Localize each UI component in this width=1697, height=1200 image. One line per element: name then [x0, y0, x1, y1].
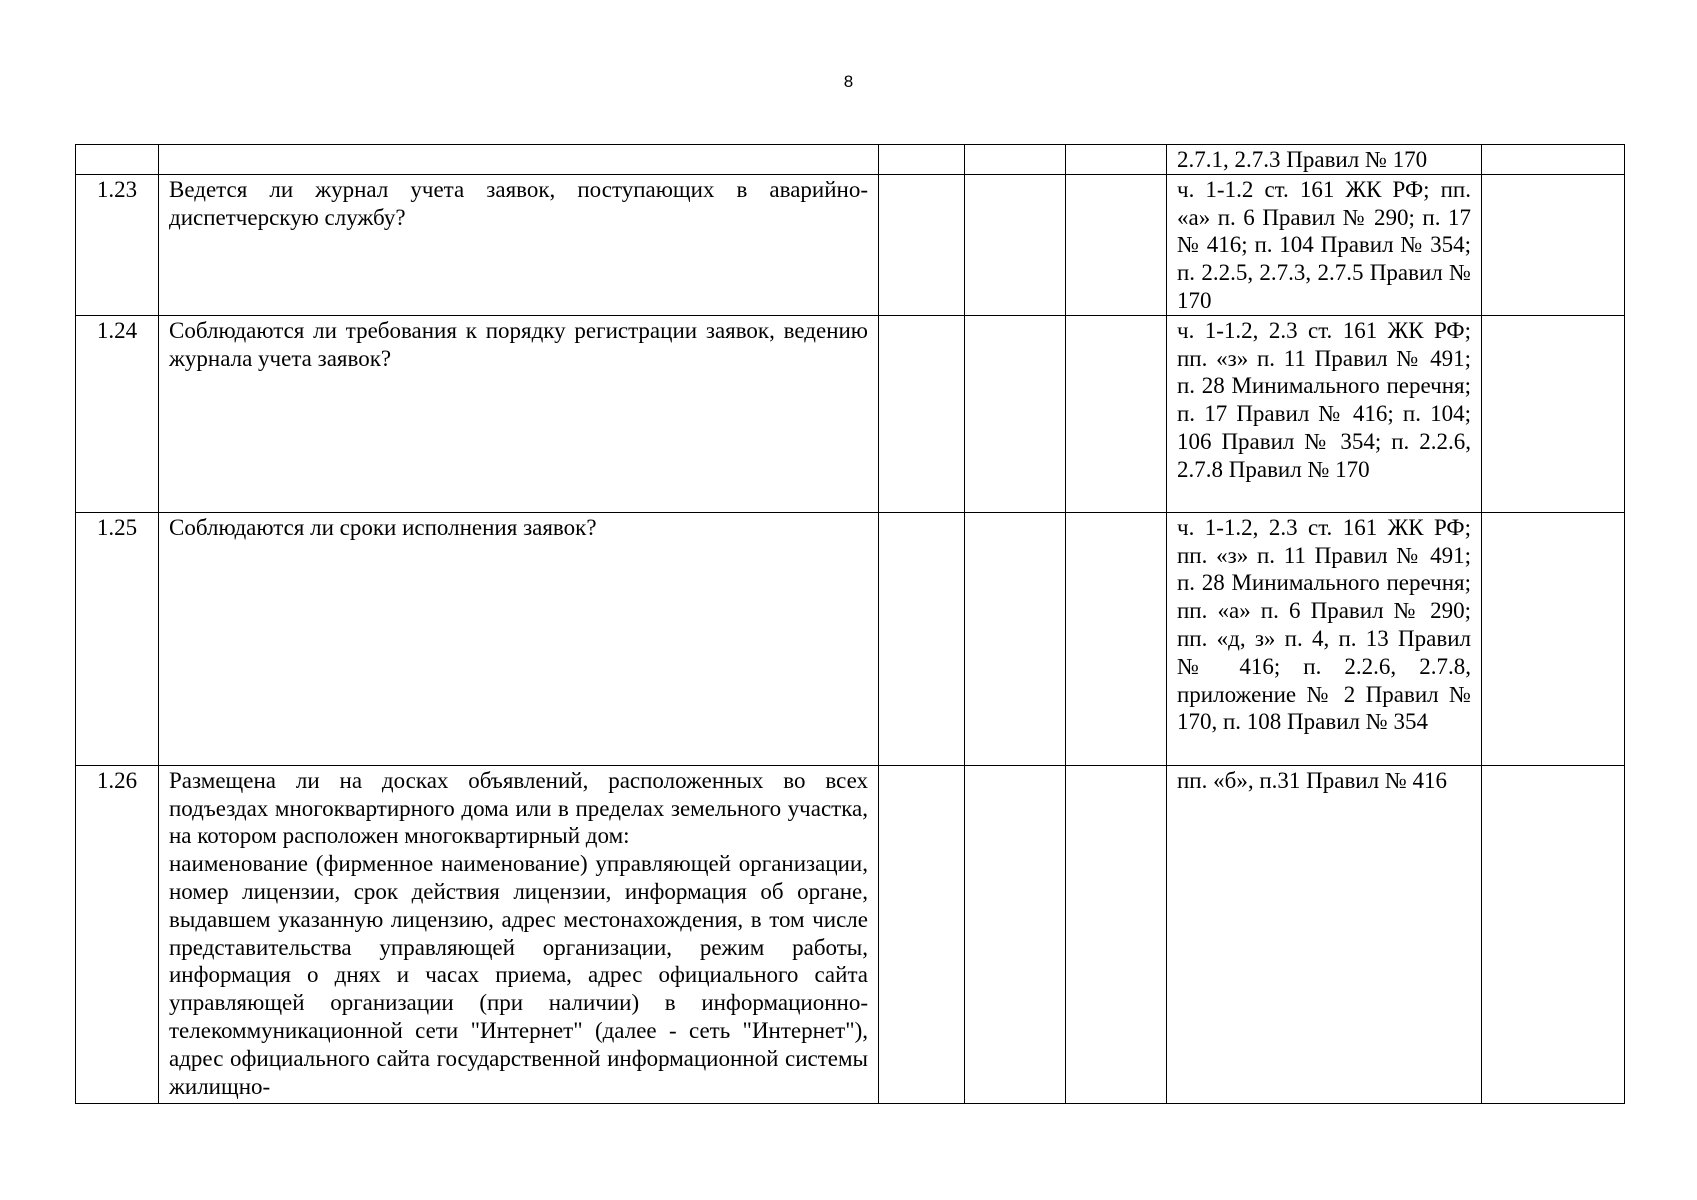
answer-no-cell	[965, 145, 1066, 175]
question-text: Размещена ли на досках объявлений, расположенных во всех подъездах многоквартирного дома или в пределах земельного участка, на котором расположен многоквартирный дом:	[169, 767, 868, 849]
page-number: 8	[843, 72, 854, 91]
notes-cell	[1482, 174, 1625, 315]
question-text: Ведется ли журнал учета заявок, поступающих в аварийно-диспетчерскую службу?	[169, 176, 868, 230]
legal-references: пп. «б», п.31 Правил № 416	[1167, 765, 1482, 1103]
answer-yes-cell	[879, 145, 965, 175]
notes-cell	[1482, 765, 1625, 1103]
answer-na-cell	[1066, 174, 1167, 315]
requirement-question	[159, 512, 879, 765]
table-row	[76, 174, 1625, 315]
checklist-table	[75, 144, 1625, 1104]
requirement-question	[159, 315, 879, 512]
row-number	[76, 145, 159, 175]
legal-references: ч. 1-1.2, 2.3 ст. 161 ЖК РФ; пп. «з» п. 11 Правил № 491; п. 28 Минимального перечня; пп. «а» п. 6 Правил № 290; пп. «д, з» п. 4, п. 13 Правил № 416; п. 2.2.6, 2.7.8, приложение № 2 Правил № 170, п. 108 Правил № 354	[1167, 512, 1482, 765]
row-number: 1.23	[76, 174, 159, 315]
requirement-question	[159, 174, 879, 315]
requirement-question	[159, 145, 879, 175]
row-number: 1.25	[76, 512, 159, 765]
answer-yes-cell	[879, 512, 965, 765]
legal-references: ч. 1-1.2, 2.3 ст. 161 ЖК РФ; пп. «з» п. 11 Правил № 491; п. 28 Минимального перечня; п. 17 Правил № 416; п. 104; 106 Правил № 354; п. 2.2.6, 2.7.8 Правил № 170	[1167, 315, 1482, 512]
answer-yes-cell	[879, 765, 965, 1103]
answer-no-cell	[965, 315, 1066, 512]
table-row	[76, 512, 1625, 765]
table-row	[76, 765, 1625, 1103]
answer-no-cell	[965, 512, 1066, 765]
table-row	[76, 315, 1625, 512]
legal-references: ч. 1-1.2 ст. 161 ЖК РФ; пп. «а» п. 6 Правил № 290; п. 17 № 416; п. 104 Правил № 354; п. 2.2.5, 2.7.3, 2.7.5 Правил № 170	[1167, 174, 1482, 315]
answer-na-cell	[1066, 145, 1167, 175]
row-number: 1.24	[76, 315, 159, 512]
requirement-question	[159, 765, 879, 1103]
answer-yes-cell	[879, 174, 965, 315]
table-row	[76, 145, 1625, 175]
answer-na-cell	[1066, 512, 1167, 765]
answer-na-cell	[1066, 315, 1167, 512]
answer-no-cell	[965, 174, 1066, 315]
question-text: Соблюдаются ли требования к порядку регистрации заявок, ведению журнала учета заявок?	[169, 317, 868, 371]
question-text: Соблюдаются ли сроки исполнения заявок?	[169, 514, 597, 540]
legal-references: 2.7.1, 2.7.3 Правил № 170	[1167, 145, 1482, 175]
notes-cell	[1482, 315, 1625, 512]
row-number: 1.26	[76, 765, 159, 1103]
question-text-continued: наименование (фирменное наименование) управляющей организации, номер лицензии, срок действия лицензии, информация об органе, выдавшем указанную лицензию, адрес местонахождения, в том числе представительства управляющей организации, режим работы, информация о днях и часах приема, адрес официального сайта управляющей организации (при наличии) в информационно-телекоммуникационной сети "Интернет" (далее - сеть "Интернет"), адрес официального сайта государственной информационной системы жилищно-	[169, 851, 868, 1099]
notes-cell	[1482, 512, 1625, 765]
answer-yes-cell	[879, 315, 965, 512]
answer-no-cell	[965, 765, 1066, 1103]
notes-cell	[1482, 145, 1625, 175]
answer-na-cell	[1066, 765, 1167, 1103]
